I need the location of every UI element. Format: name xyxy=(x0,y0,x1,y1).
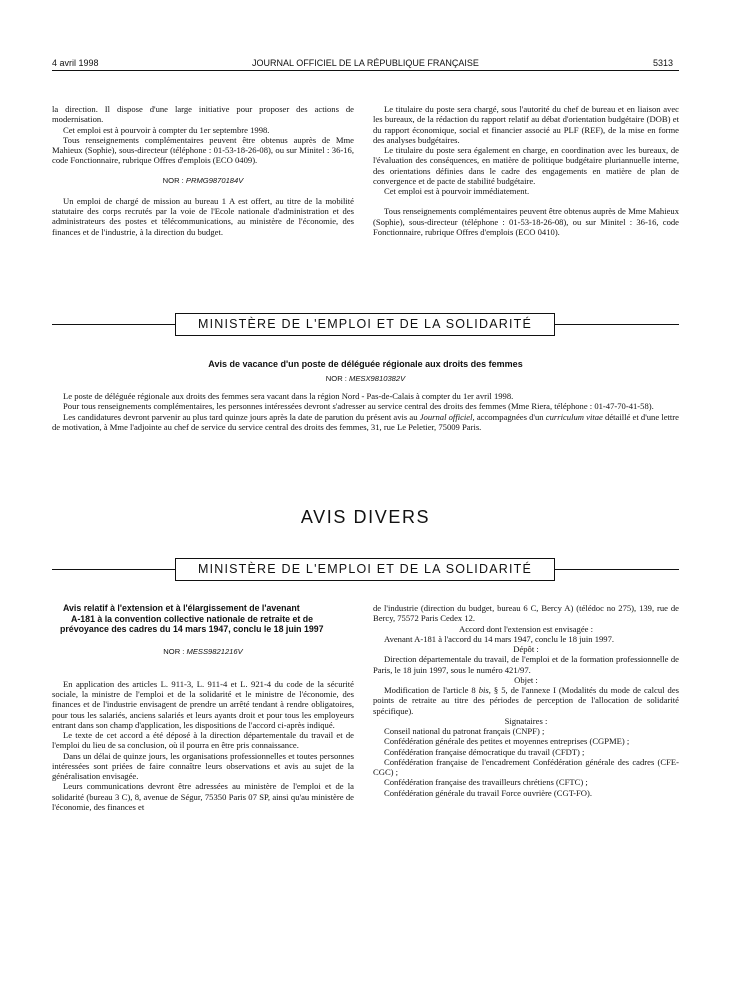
article-left-column xyxy=(52,603,354,812)
paragraph: Les candidatures devront parvenir au plus tard quinze jours après la date de parution du présent avis au Journal officiel, accompagnées d'un curriculum vitae détaillé et d'une lettre de motivation, à Mme l'adjointe au chef de service du service central des droits des femmes, 31, rue Le Peletier, 75009 Paris. xyxy=(52,411,679,432)
nor-reference: NOR : MESX9810382V xyxy=(325,374,406,383)
header-rule xyxy=(52,70,679,71)
header-page-number: 5313 xyxy=(652,58,673,68)
paragraph: Objet : xyxy=(514,674,538,685)
vacancy-notice-body xyxy=(52,391,679,432)
paragraph: Signataires : xyxy=(504,715,548,726)
paragraph: Le titulaire du poste sera chargé, sous l'autorité du chef de bureau et en liaison avec les bureaux, de la rédaction du rapport relatif au débat d'orientation budgétaire (DOB) et du rapport économique, social et financier associé au PLF (REF), de la mise en forme des analyses budgétaires. xyxy=(373,104,679,145)
paragraph: Leurs communications devront être adressées au ministère de l'emploi et de la solidarité (bureau 3 C), 8, avenue de Ségur, 75350 Paris 07 SP, ainsi qu'au ministère de l'économie, des finances et xyxy=(52,781,354,812)
paragraph: Conseil national du patronat français (CNPF) ; xyxy=(384,726,545,736)
section-title-avis-divers: AVIS DIVERS xyxy=(300,507,431,527)
paragraph: la direction. Il dispose d'une large initiative pour proposer des actions de modernisation. xyxy=(52,104,354,125)
paragraph: Avenant A-181 à l'accord du 14 mars 1947, conclu le 18 juin 1997. xyxy=(384,633,615,644)
paragraph: Confédération générale des petites et moyennes entreprises (CGPME) ; xyxy=(384,736,630,747)
paragraph: Le texte de cet accord a été déposé à la direction départementale du travail et de l'emploi du lieu de sa conclusion, où il pourra en être pris connaissance. xyxy=(52,730,354,751)
paragraph: Le titulaire du poste sera également en charge, en coordination avec les bureaux, de l'évaluation des conséquences, en matière de politique budgétaire pluriannuelle interne, des orientations définies dans le cadre des engagements en matière de plan de convergence et de pacte de stabilité budgétaire. xyxy=(373,145,679,186)
paragraph: En application des articles L. 911-3, L. 911-4 et L. 921-4 du code de la sécurité sociale, la ministre de l'emploi et de la solidarité et le ministre de l'économie, des finances et de l'industrie envisagent de prendre un arrêté tendant à rendre obligatoires, pour tous les salariés, anciens salariés et leurs ayants droit et pour tous les employeurs entrant dans son champ d'application, les dispositions de l'accord ci-après indiqué. xyxy=(52,678,354,730)
paragraph: Modification de l'article 8 bis, § 5, de l'annexe I (Modalités du mode de calcul des points de retraite au titre des périodes de perception de l'allocation de solidarité spécifique). xyxy=(373,685,679,716)
paragraph: Le poste de déléguée régionale aux droits des femmes sera vacant dans la région Nord - Pas-de-Calais à compter du 1er avril 1998. xyxy=(63,391,514,401)
paragraph: Cet emploi est à pourvoir à compter du 1er septembre 1998. xyxy=(63,124,270,135)
paragraph: Confédération française démocratique du travail (CFDT) ; xyxy=(384,746,585,757)
paragraph: Tous renseignements complémentaires peuvent être obtenus auprès de Mme Mahieux (Sophie), sous-directeur (téléphone : 01-53-18-26-08), ou sur Minitel : 36-16, code Fonctionnaire, rubrique Offres d'emplois (ECO 0410). xyxy=(373,206,679,237)
header-journal-title: JOURNAL OFFICIEL DE LA RÉPUBLIQUE FRANÇAISE xyxy=(252,58,479,68)
paragraph: Confédération française des travailleurs chrétiens (CFTC) ; xyxy=(384,777,588,788)
top-left-column xyxy=(52,104,354,237)
nor-reference: NOR : MESS9821216V xyxy=(163,646,243,656)
ministry-heading: MINISTÈRE DE L'EMPLOI ET DE LA SOLIDARITÉ xyxy=(175,558,555,581)
paragraph: Cet emploi est à pourvoir immédiatement. xyxy=(384,186,530,196)
article-right-column xyxy=(373,603,679,798)
paragraph: Confédération française de l'encadrement Confédération générale des cadres (CFE-CGC) ; xyxy=(373,756,679,777)
paragraph: Accord dont l'extension est envisagée : xyxy=(459,623,593,634)
paragraph: Tous renseignements complémentaires peuvent être obtenus auprès de Mme Mahieux (Sophie), sous-directeur (téléphone : 01-53-18-26-08), ou sur Minitel : 36-16, code Fonctionnaire, rubrique Offres d'emplois (ECO 0409). xyxy=(52,134,354,166)
nor-reference: NOR : PRMG9870184V xyxy=(162,175,244,185)
paragraph: Confédération générale du travail Force ouvrière (CGT-FO). xyxy=(384,787,593,798)
ministry-heading: MINISTÈRE DE L'EMPLOI ET DE LA SOLIDARITÉ xyxy=(175,313,555,336)
paragraph: Dépôt : xyxy=(513,644,539,654)
paragraph: de l'industrie (direction du budget, bureau 6 C, Bercy A) (télédoc no 275), 139, rue de Bercy, 75572 Paris Cedex 12. xyxy=(373,603,679,624)
header-date: 4 avril 1998 xyxy=(52,58,99,68)
paragraph: Direction départementale du travail, de l'emploi et de la formation professionnelle de Paris, le 18 juin 1997, sous le numéro 421/97. xyxy=(373,654,679,675)
paragraph: Un emploi de chargé de mission au bureau 1 A est offert, au titre de la mobilité statutaire des corps recrutés par la voie de l'Ecole nationale d'administration et des administrateurs des postes et télécommunications, au ministère de l'économie, des finances et de l'industrie, à la direction du budget. xyxy=(52,195,354,237)
article-title: Avis relatif à l'extension et à l'élargissement de l'avenant A-181 à la convention collective nationale de retraite et de prévoyance des cadres du 14 mars 1947, conclu le 18 juin 1997 xyxy=(60,603,324,634)
paragraph: Dans un délai de quinze jours, les organisations professionnelles et toutes personnes intéressées sont priées de faire connaître leurs observations et avis au sujet de la généralisation envisagée. xyxy=(52,750,354,781)
top-right-column xyxy=(373,104,679,237)
paragraph: Pour tous renseignements complémentaires, les personnes intéressées devront s'adresser au service central des droits des femmes (Mme Riera, téléphone : 01-47-70-41-58). xyxy=(63,401,654,412)
vacancy-notice-title: Avis de vacance d'un poste de déléguée régionale aux droits des femmes xyxy=(208,359,523,369)
